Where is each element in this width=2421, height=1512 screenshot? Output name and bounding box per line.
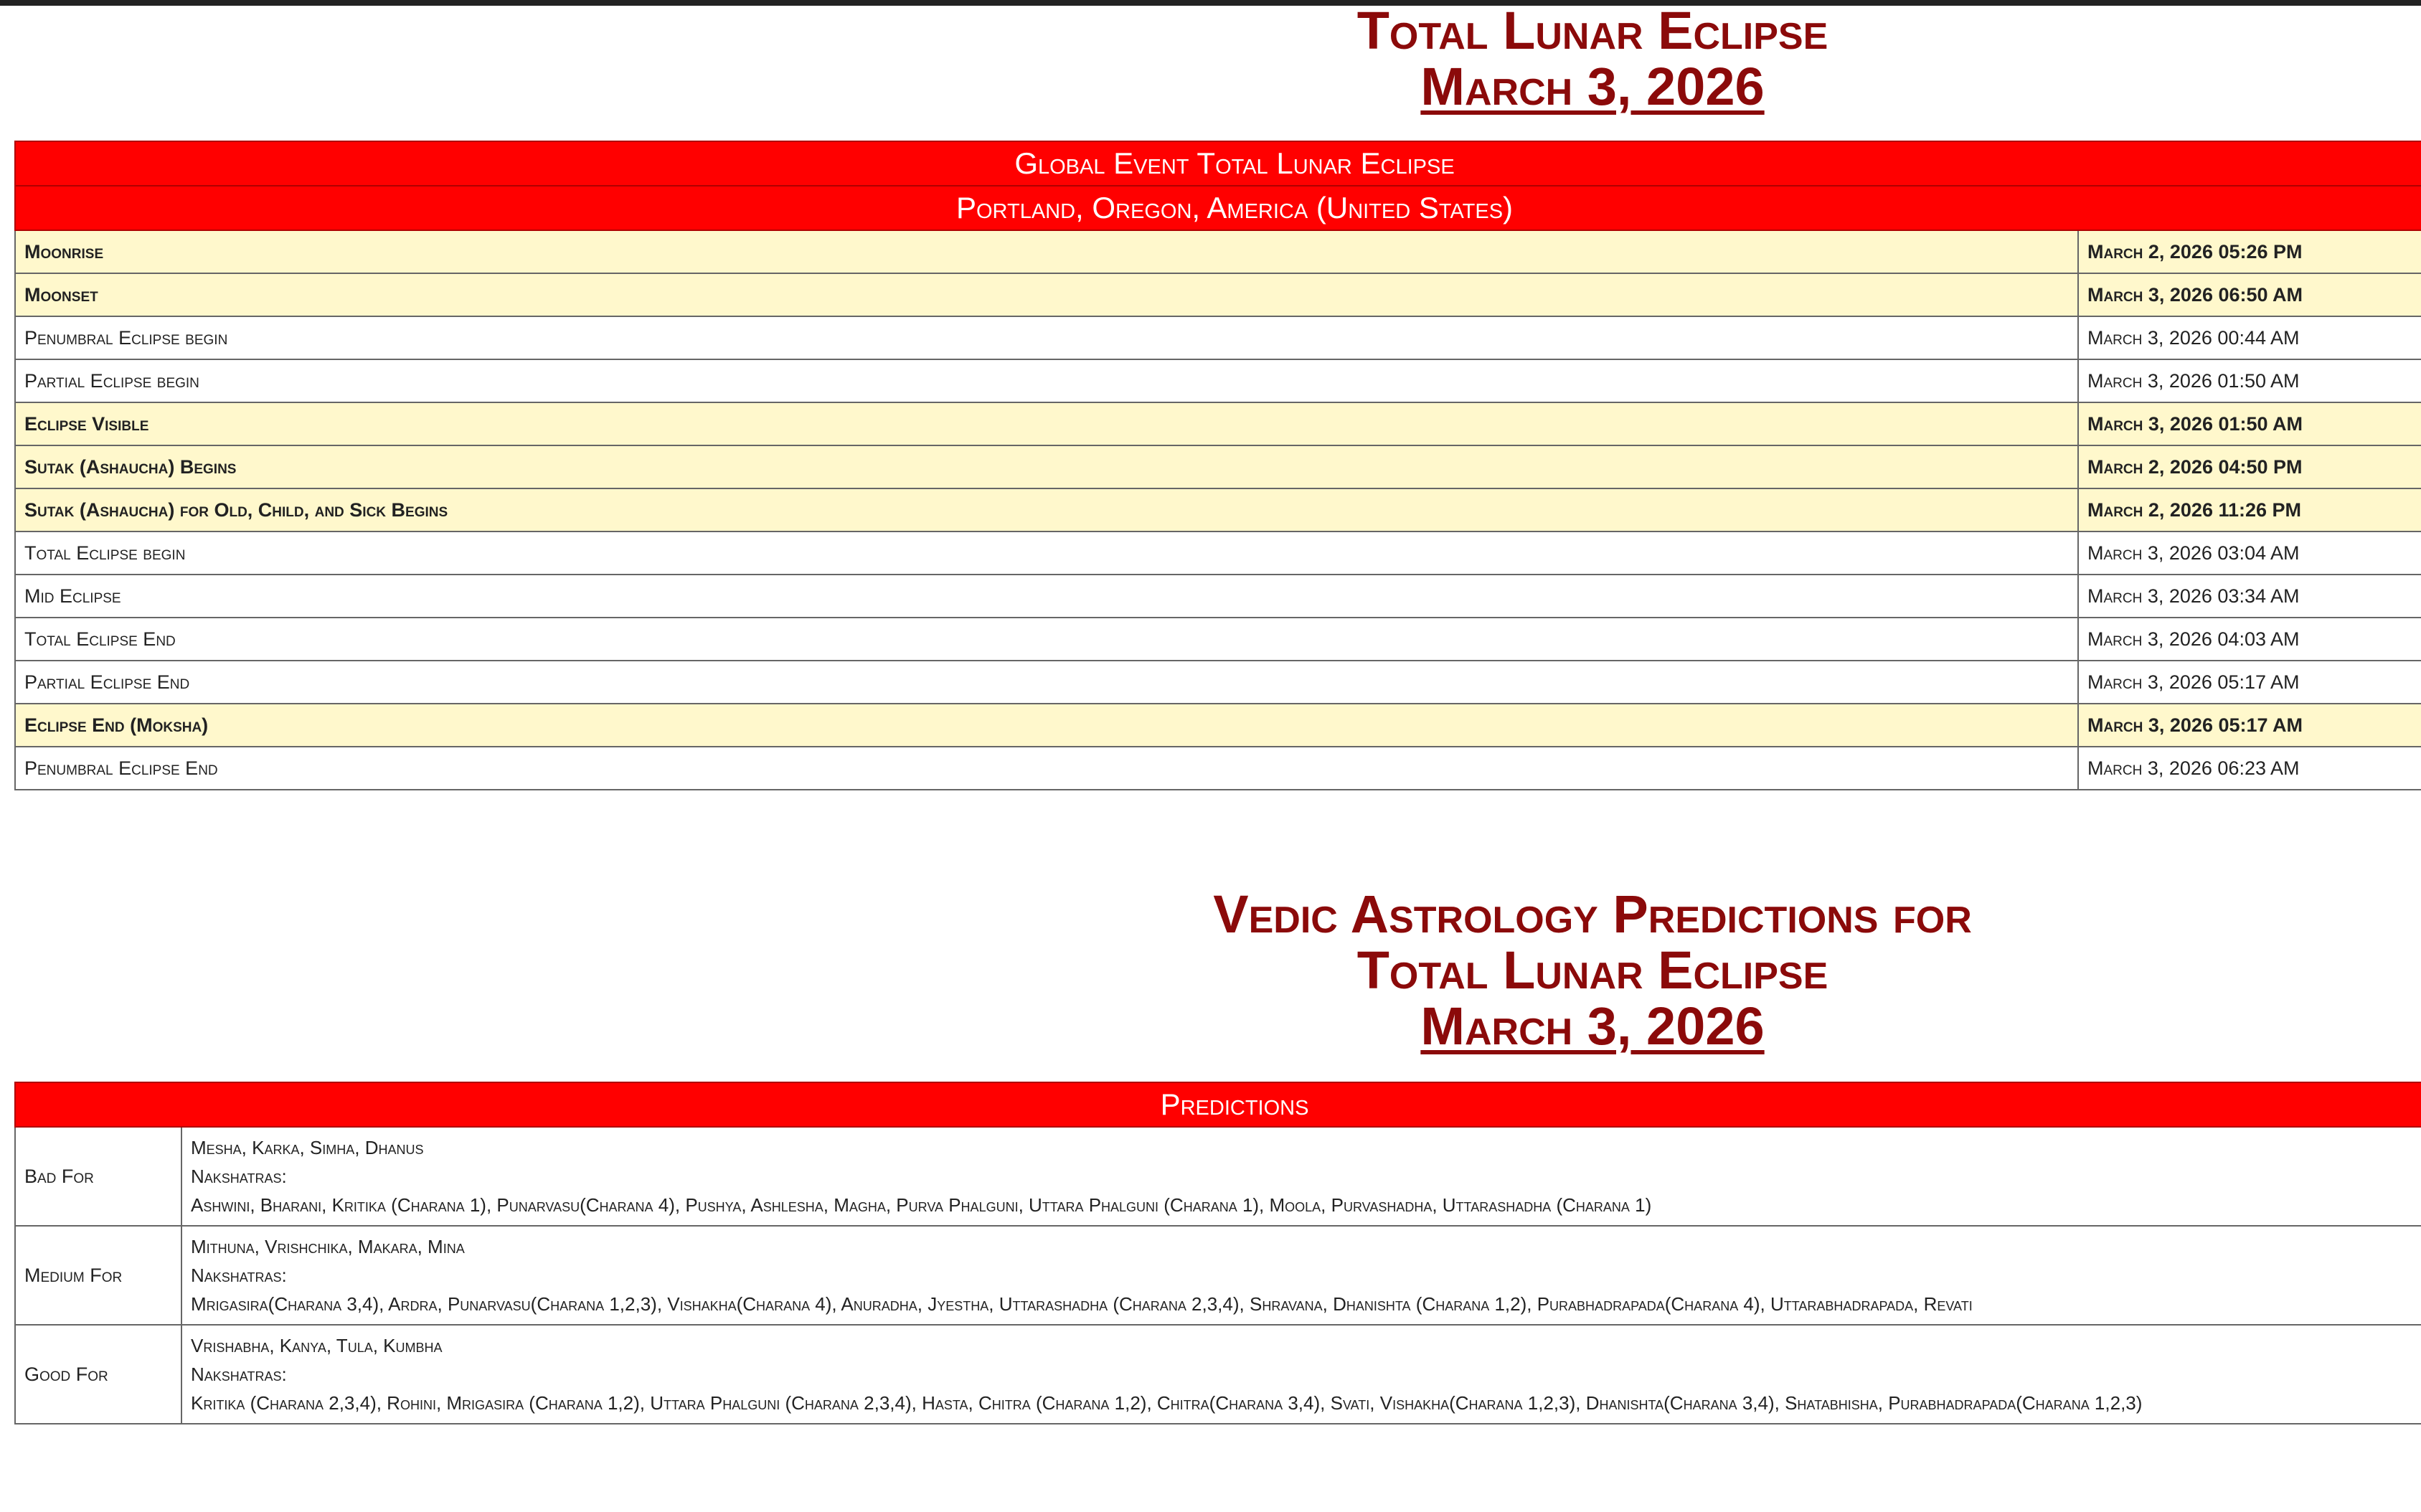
- event-time: March 3, 2026 06:50 AM: [2078, 273, 2421, 316]
- predictions-header: Predictions: [15, 1082, 2421, 1127]
- predictions-title-line1: Vedic Astrology Predictions for: [1213, 884, 1972, 944]
- prediction-label: Bad For: [15, 1127, 181, 1226]
- prediction-nakshatra-label: Nakshatras:: [191, 1265, 287, 1286]
- table-row: [15, 747, 2421, 790]
- page-title-date: March 3, 2026: [1420, 57, 1765, 116]
- event-label: Eclipse Visible: [15, 402, 2078, 445]
- event-time: March 3, 2026 03:34 AM: [2078, 575, 2421, 618]
- event-time: March 3, 2026 05:17 AM: [2078, 661, 2421, 704]
- predictions-title-line2: Total Lunar Eclipse: [1356, 940, 1828, 1000]
- table-row: [15, 618, 2421, 661]
- page-title-line: Total Lunar Eclipse: [1356, 1, 1828, 60]
- table-row: [15, 704, 2421, 747]
- event-time: March 2, 2026 05:26 PM: [2078, 230, 2421, 273]
- event-time: March 2, 2026 11:26 PM: [2078, 488, 2421, 531]
- event-label: Partial Eclipse begin: [15, 359, 2078, 402]
- prediction-nakshatras: Kritika (Charana 2,3,4), Rohini, Mrigasira (Charana 1,2), Uttara Phalguni (Charana 2,3,4), Hasta, Chitra (Charana 1,2), Chitra(Charana 3,4), Svati, Vishakha(Charana 1,2,3), Dhanishta(Charana 3,4), Shatabhisha, Purabhadrapada(Charana 1,2,3): [191, 1392, 2143, 1414]
- event-label: Partial Eclipse End: [15, 661, 2078, 704]
- event-label: Moonset: [15, 273, 2078, 316]
- predictions-table: [14, 1082, 2421, 1424]
- table-row: [15, 1325, 2421, 1424]
- prediction-details: [181, 1127, 2421, 1226]
- event-time: March 3, 2026 01:50 AM: [2078, 402, 2421, 445]
- table-row: [15, 531, 2421, 575]
- prediction-label: Medium For: [15, 1226, 181, 1325]
- eclipse-timings-table: [14, 141, 2421, 790]
- prediction-nakshatra-label: Nakshatras:: [191, 1364, 287, 1385]
- table-row: [15, 575, 2421, 618]
- event-time: March 2, 2026 04:50 PM: [2078, 445, 2421, 488]
- event-time: March 3, 2026 04:03 AM: [2078, 618, 2421, 661]
- event-time: March 3, 2026 00:44 AM: [2078, 316, 2421, 359]
- event-label: Eclipse End (Moksha): [15, 704, 2078, 747]
- prediction-rashis: Mesha, Karka, Simha, Dhanus: [191, 1137, 424, 1158]
- table-row: [15, 316, 2421, 359]
- table-row: [15, 1127, 2421, 1226]
- event-label: Moonrise: [15, 230, 2078, 273]
- prediction-label: Good For: [15, 1325, 181, 1424]
- event-time: March 3, 2026 05:17 AM: [2078, 704, 2421, 747]
- table-row: [15, 1226, 2421, 1325]
- prediction-details: [181, 1325, 2421, 1424]
- event-label: Sutak (Ashaucha) Begins: [15, 445, 2078, 488]
- table-row: [15, 273, 2421, 316]
- table-row: [15, 661, 2421, 704]
- table-row: [15, 359, 2421, 402]
- events-header-location: Portland, Oregon, America (United States): [15, 186, 2421, 230]
- prediction-details: [181, 1226, 2421, 1325]
- prediction-nakshatra-label: Nakshatras:: [191, 1166, 287, 1187]
- predictions-title: [0, 884, 2421, 1056]
- table-row: [15, 402, 2421, 445]
- event-label: Penumbral Eclipse begin: [15, 316, 2078, 359]
- table-row: [15, 445, 2421, 488]
- table-row: [15, 488, 2421, 531]
- events-header-global: Global Event Total Lunar Eclipse: [15, 141, 2421, 186]
- event-label: Mid Eclipse: [15, 575, 2078, 618]
- prediction-nakshatras: Mrigasira(Charana 3,4), Ardra, Punarvasu(Charana 1,2,3), Vishakha(Charana 4), Anuradha, Jyestha, Uttarashadha (Charana 2,3,4), Shravana, Dhanishta (Charana 1,2), Purabhadrapada(Charana 4), Uttarabhadrapada, Revati: [191, 1293, 1973, 1315]
- event-label: Total Eclipse begin: [15, 531, 2078, 575]
- event-time: March 3, 2026 03:04 AM: [2078, 531, 2421, 575]
- prediction-rashis: Vrishabha, Kanya, Tula, Kumbha: [191, 1335, 443, 1356]
- event-label: Total Eclipse End: [15, 618, 2078, 661]
- page-title: [0, 3, 2421, 115]
- event-label: Penumbral Eclipse End: [15, 747, 2078, 790]
- event-time: March 3, 2026 01:50 AM: [2078, 359, 2421, 402]
- prediction-rashis: Mithuna, Vrishchika, Makara, Mina: [191, 1236, 465, 1257]
- prediction-nakshatras: Ashwini, Bharani, Kritika (Charana 1), Punarvasu(Charana 4), Pushya, Ashlesha, Magha, Purva Phalguni, Uttara Phalguni (Charana 1), Moola, Purvashadha, Uttarashadha (Charana 1): [191, 1194, 1652, 1216]
- table-row: [15, 230, 2421, 273]
- event-label: Sutak (Ashaucha) for Old, Child, and Sick Begins: [15, 488, 2078, 531]
- predictions-title-date: March 3, 2026: [1420, 996, 1765, 1056]
- event-time: March 3, 2026 06:23 AM: [2078, 747, 2421, 790]
